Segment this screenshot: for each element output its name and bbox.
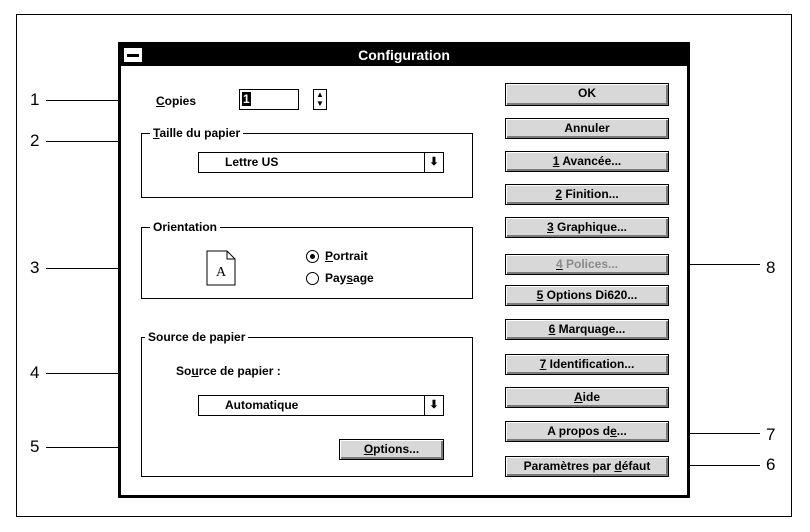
paper-source-value: Automatique bbox=[225, 398, 299, 412]
title-bar bbox=[121, 45, 687, 66]
configuration-dialog bbox=[118, 42, 690, 498]
dialog-title: Configuration bbox=[358, 47, 450, 63]
callout-5: 5 bbox=[30, 437, 40, 456]
portrait-label[interactable]: Portrait bbox=[325, 249, 368, 263]
paper-size-legend: Taille du papier bbox=[150, 126, 243, 140]
dropdown-arrow-icon[interactable]: ⬇ bbox=[424, 396, 443, 415]
orientation-group bbox=[141, 220, 473, 299]
portrait-page-icon bbox=[206, 250, 236, 286]
paper-source-legend: Source de papier bbox=[145, 330, 248, 344]
advanced-button[interactable]: 1 Avancée... bbox=[505, 151, 669, 172]
options-di620-button[interactable]: 5 Options Di620... bbox=[505, 285, 669, 306]
system-menu-icon[interactable] bbox=[123, 47, 143, 63]
graphics-button[interactable]: 3 Graphique... bbox=[505, 217, 669, 238]
landscape-label[interactable]: Paysage bbox=[325, 271, 374, 285]
fonts-button[interactable]: 4 Polices... bbox=[505, 254, 669, 275]
copies-value: 1 bbox=[243, 92, 250, 106]
about-button[interactable]: A propos de... bbox=[505, 421, 669, 442]
dropdown-arrow-icon[interactable]: ⬇ bbox=[424, 153, 443, 172]
paper-source-label: Source de papier : bbox=[176, 364, 281, 378]
callout-6: 6 bbox=[766, 455, 776, 474]
identification-button[interactable]: 7 Identification... bbox=[505, 354, 669, 375]
page-icon-letter: A bbox=[215, 265, 227, 280]
callout-7: 7 bbox=[766, 425, 776, 444]
cancel-button[interactable]: Annuler bbox=[505, 118, 669, 139]
callout-3: 3 bbox=[30, 258, 40, 277]
finishing-button[interactable]: 2 Finition... bbox=[505, 184, 669, 205]
marking-button[interactable]: 6 Marquage... bbox=[505, 319, 669, 340]
paper-size-group bbox=[141, 126, 473, 198]
help-button[interactable]: Aide bbox=[505, 387, 669, 408]
orientation-legend: Orientation bbox=[150, 220, 220, 234]
landscape-radio[interactable] bbox=[306, 272, 319, 285]
callout-2: 2 bbox=[30, 131, 40, 150]
portrait-radio[interactable] bbox=[306, 250, 319, 263]
spin-down-icon[interactable]: ▼ bbox=[316, 99, 324, 108]
spin-up-icon[interactable]: ▲ bbox=[316, 90, 324, 99]
copies-label: Copies bbox=[156, 94, 197, 108]
ok-button[interactable]: OK bbox=[505, 83, 669, 106]
defaults-button[interactable]: Paramètres par défaut bbox=[505, 456, 669, 477]
callout-8: 8 bbox=[766, 258, 776, 277]
copies-stepper[interactable] bbox=[313, 89, 327, 110]
callout-4: 4 bbox=[30, 363, 40, 382]
callout-1: 1 bbox=[30, 90, 40, 109]
paper-source-group bbox=[141, 330, 473, 477]
paper-size-value: Lettre US bbox=[225, 155, 279, 169]
paper-size-select[interactable] bbox=[198, 152, 444, 173]
paper-source-select[interactable] bbox=[198, 395, 444, 416]
copies-field[interactable] bbox=[239, 89, 299, 110]
paper-options-button[interactable]: Options... bbox=[339, 439, 444, 460]
